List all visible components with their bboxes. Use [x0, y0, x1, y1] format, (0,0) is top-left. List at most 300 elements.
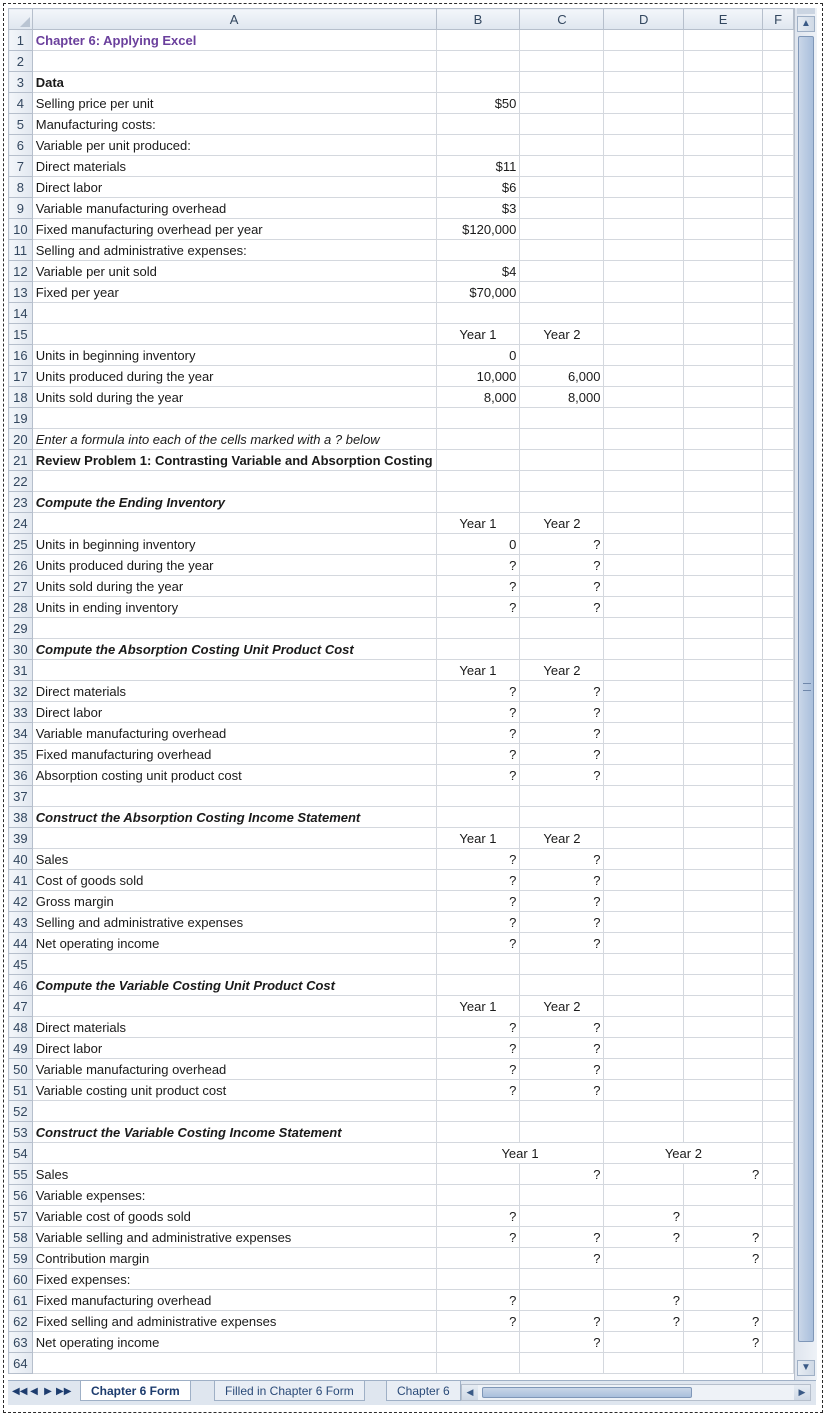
cell-f[interactable] — [763, 828, 794, 849]
cell-d[interactable] — [604, 912, 683, 933]
cell-f[interactable] — [763, 93, 794, 114]
cell-b[interactable]: $4 — [436, 261, 520, 282]
cell-f[interactable] — [763, 555, 794, 576]
row-header[interactable]: 23 — [9, 492, 33, 513]
cell-a[interactable]: Units sold during the year — [32, 387, 436, 408]
cell-b[interactable]: ? — [436, 597, 520, 618]
cell-c[interactable] — [520, 240, 604, 261]
cell-e[interactable] — [683, 114, 762, 135]
cell-d[interactable]: ? — [604, 1311, 683, 1332]
cell-d[interactable] — [604, 408, 683, 429]
cell-c[interactable] — [520, 261, 604, 282]
cell-a[interactable]: Net operating income — [32, 1332, 436, 1353]
cell-a[interactable]: Gross margin — [32, 891, 436, 912]
cell-a[interactable]: Manufacturing costs: — [32, 114, 436, 135]
cell-e[interactable] — [683, 471, 762, 492]
cell-d[interactable]: ? — [604, 1290, 683, 1311]
select-all-button[interactable] — [9, 9, 33, 30]
row-header[interactable]: 50 — [9, 1059, 33, 1080]
cell-a[interactable]: Fixed per year — [32, 282, 436, 303]
cell-d[interactable] — [604, 1269, 683, 1290]
row-header[interactable]: 4 — [9, 93, 33, 114]
row-header[interactable]: 41 — [9, 870, 33, 891]
cell-e[interactable] — [683, 975, 762, 996]
cell-f[interactable] — [763, 1080, 794, 1101]
cell-e[interactable] — [683, 1038, 762, 1059]
cell-d[interactable] — [604, 639, 683, 660]
cell-c[interactable]: Year 2 — [520, 996, 604, 1017]
cell-d[interactable] — [604, 576, 683, 597]
cell-d[interactable] — [604, 114, 683, 135]
cell-e[interactable] — [683, 660, 762, 681]
cell-e[interactable] — [683, 366, 762, 387]
cell-e[interactable] — [683, 618, 762, 639]
cell-f[interactable] — [763, 1143, 794, 1164]
cell-d[interactable] — [604, 156, 683, 177]
cell-e[interactable] — [683, 912, 762, 933]
cell-d[interactable] — [604, 492, 683, 513]
cell-b[interactable] — [436, 1269, 520, 1290]
row-header[interactable]: 33 — [9, 702, 33, 723]
row-header[interactable]: 13 — [9, 282, 33, 303]
cell-f[interactable] — [763, 534, 794, 555]
cell-f[interactable] — [763, 1353, 794, 1374]
cell-e[interactable] — [683, 597, 762, 618]
cell-e[interactable] — [683, 1101, 762, 1122]
cell-d[interactable] — [604, 219, 683, 240]
cell-c[interactable]: ? — [520, 1248, 604, 1269]
cell-b[interactable]: $120,000 — [436, 219, 520, 240]
tab-filled-in-chapter-6-form[interactable]: Filled in Chapter 6 Form — [214, 1381, 365, 1401]
cell-b[interactable]: ? — [436, 912, 520, 933]
row-header[interactable]: 24 — [9, 513, 33, 534]
cell-d[interactable] — [604, 1017, 683, 1038]
cell-e[interactable] — [683, 51, 762, 72]
cell-a[interactable]: Enter a formula into each of the cells marked with a ? below — [32, 429, 436, 450]
cell-d[interactable] — [604, 1332, 683, 1353]
cell-d[interactable] — [604, 93, 683, 114]
cell-b[interactable]: $70,000 — [436, 282, 520, 303]
cell-f[interactable] — [763, 177, 794, 198]
cell-d[interactable] — [604, 975, 683, 996]
cell-e[interactable] — [683, 639, 762, 660]
next-sheet-icon[interactable]: ▶ — [44, 1386, 52, 1397]
cell-b[interactable]: ? — [436, 870, 520, 891]
cell-e[interactable] — [683, 324, 762, 345]
row-header[interactable]: 25 — [9, 534, 33, 555]
cell-d[interactable] — [604, 1185, 683, 1206]
cell-f[interactable] — [763, 324, 794, 345]
cell-a[interactable]: Units sold during the year — [32, 576, 436, 597]
cell-b[interactable]: ? — [436, 1059, 520, 1080]
cell-c[interactable]: ? — [520, 1059, 604, 1080]
cell-e[interactable] — [683, 891, 762, 912]
cell-c[interactable]: ? — [520, 765, 604, 786]
cell-f[interactable] — [763, 891, 794, 912]
cell-d[interactable] — [604, 807, 683, 828]
cell-d[interactable] — [604, 198, 683, 219]
column-header-a[interactable]: A — [32, 9, 436, 30]
cell-c[interactable]: Year 2 — [520, 660, 604, 681]
cell-b[interactable]: ? — [436, 1038, 520, 1059]
cell-a[interactable]: Selling and administrative expenses: — [32, 240, 436, 261]
vertical-scrollbar[interactable] — [794, 8, 817, 1380]
cell-b[interactable] — [436, 618, 520, 639]
cell-a[interactable]: Direct materials — [32, 156, 436, 177]
cell-e[interactable] — [683, 1017, 762, 1038]
cell-f[interactable] — [763, 450, 794, 471]
cell-d[interactable] — [604, 870, 683, 891]
cell-f[interactable] — [763, 723, 794, 744]
cell-a[interactable]: Compute the Variable Costing Unit Product Cost — [32, 975, 436, 996]
cell-a[interactable]: Direct materials — [32, 681, 436, 702]
cell-d[interactable]: ? — [604, 1206, 683, 1227]
cell-f[interactable] — [763, 996, 794, 1017]
cell-f[interactable] — [763, 954, 794, 975]
row-header[interactable]: 46 — [9, 975, 33, 996]
cell-a[interactable]: Chapter 6: Applying Excel — [32, 30, 436, 51]
cell-a[interactable]: Contribution margin — [32, 1248, 436, 1269]
cell-a[interactable]: Data — [32, 72, 436, 93]
cell-e[interactable] — [683, 555, 762, 576]
cell-e[interactable] — [683, 1185, 762, 1206]
cell-f[interactable] — [763, 282, 794, 303]
cell-c[interactable] — [520, 975, 604, 996]
cell-d[interactable] — [604, 786, 683, 807]
cell-a[interactable]: Fixed manufacturing overhead — [32, 1290, 436, 1311]
cell-c[interactable]: ? — [520, 912, 604, 933]
cell-c[interactable] — [520, 93, 604, 114]
cell-c[interactable] — [520, 1185, 604, 1206]
row-header[interactable]: 29 — [9, 618, 33, 639]
cell-e[interactable] — [683, 198, 762, 219]
cell-d[interactable] — [604, 135, 683, 156]
cell-e[interactable] — [683, 387, 762, 408]
cell-a[interactable]: Units in ending inventory — [32, 597, 436, 618]
cell-c[interactable]: ? — [520, 1164, 604, 1185]
row-header[interactable]: 30 — [9, 639, 33, 660]
cell-a[interactable]: Compute the Ending Inventory — [32, 492, 436, 513]
cell-f[interactable] — [763, 429, 794, 450]
cell-d[interactable] — [604, 303, 683, 324]
row-header[interactable]: 19 — [9, 408, 33, 429]
cell-f[interactable] — [763, 807, 794, 828]
cell-c[interactable] — [520, 135, 604, 156]
cell-b[interactable] — [436, 408, 520, 429]
cell-a[interactable]: Variable per unit sold — [32, 261, 436, 282]
cell-e[interactable]: ? — [683, 1248, 762, 1269]
cell-a[interactable]: Compute the Absorption Costing Unit Product Cost — [32, 639, 436, 660]
row-header[interactable]: 27 — [9, 576, 33, 597]
cell-f[interactable] — [763, 408, 794, 429]
row-header[interactable]: 5 — [9, 114, 33, 135]
cell-f[interactable] — [763, 114, 794, 135]
column-header-d[interactable]: D — [604, 9, 683, 30]
cell-f[interactable] — [763, 1206, 794, 1227]
cell-f[interactable] — [763, 219, 794, 240]
cell-d[interactable] — [604, 177, 683, 198]
tab-chapter-6[interactable]: Chapter 6 — [386, 1381, 461, 1401]
cell-e[interactable] — [683, 282, 762, 303]
cell-d[interactable] — [604, 261, 683, 282]
row-header[interactable]: 6 — [9, 135, 33, 156]
cell-e[interactable] — [683, 576, 762, 597]
cell-b[interactable]: ? — [436, 702, 520, 723]
prev-sheet-icon[interactable]: ◀ — [30, 1386, 38, 1397]
row-header[interactable]: 7 — [9, 156, 33, 177]
row-header[interactable]: 39 — [9, 828, 33, 849]
cell-f[interactable] — [763, 1017, 794, 1038]
cell-b[interactable] — [436, 1332, 520, 1353]
tab-chapter-6-form[interactable]: Chapter 6 Form — [80, 1381, 191, 1401]
cell-a[interactable]: Sales — [32, 849, 436, 870]
row-header[interactable]: 59 — [9, 1248, 33, 1269]
row-header[interactable]: 12 — [9, 261, 33, 282]
cell-f[interactable] — [763, 597, 794, 618]
cell-f[interactable] — [763, 387, 794, 408]
cell-e[interactable] — [683, 1080, 762, 1101]
cell-c[interactable]: ? — [520, 534, 604, 555]
worksheet-grid[interactable] — [8, 8, 794, 1380]
cell-a[interactable] — [32, 408, 436, 429]
scroll-down-icon[interactable]: ▼ — [797, 1360, 815, 1376]
row-header[interactable]: 16 — [9, 345, 33, 366]
cell-c[interactable]: ? — [520, 1227, 604, 1248]
cell-f[interactable] — [763, 1311, 794, 1332]
cell-a[interactable]: Direct materials — [32, 1017, 436, 1038]
cell-f[interactable] — [763, 975, 794, 996]
cell-b[interactable] — [436, 450, 520, 471]
cell-d[interactable] — [604, 513, 683, 534]
cell-c[interactable]: ? — [520, 1332, 604, 1353]
cell-c[interactable]: ? — [520, 597, 604, 618]
cell-d[interactable] — [604, 891, 683, 912]
cell-b[interactable] — [436, 975, 520, 996]
cell-d[interactable] — [604, 933, 683, 954]
cell-d[interactable] — [604, 345, 683, 366]
cell-d[interactable] — [604, 471, 683, 492]
cell-b[interactable]: ? — [436, 1311, 520, 1332]
cell-e[interactable] — [683, 30, 762, 51]
cell-c[interactable]: ? — [520, 576, 604, 597]
cell-f[interactable] — [763, 1269, 794, 1290]
cell-c[interactable] — [520, 807, 604, 828]
cell-c[interactable] — [520, 282, 604, 303]
row-header[interactable]: 54 — [9, 1143, 33, 1164]
cell-a[interactable]: Sales — [32, 1164, 436, 1185]
cell-a[interactable] — [32, 303, 436, 324]
cell-a[interactable] — [32, 1353, 436, 1374]
cell-f[interactable] — [763, 72, 794, 93]
cell-b[interactable]: ? — [436, 765, 520, 786]
row-header[interactable]: 35 — [9, 744, 33, 765]
row-header[interactable]: 3 — [9, 72, 33, 93]
horizontal-scrollbar[interactable] — [461, 1384, 811, 1401]
cell-b[interactable] — [436, 72, 520, 93]
cell-c[interactable] — [520, 492, 604, 513]
cell-f[interactable] — [763, 1332, 794, 1353]
row-header[interactable]: 38 — [9, 807, 33, 828]
cell-d[interactable] — [604, 324, 683, 345]
cell-d[interactable] — [604, 1059, 683, 1080]
cell-d[interactable] — [604, 72, 683, 93]
cell-d[interactable] — [604, 1164, 683, 1185]
row-header[interactable]: 64 — [9, 1353, 33, 1374]
cell-de[interactable]: Year 2 — [604, 1143, 763, 1164]
row-header[interactable]: 62 — [9, 1311, 33, 1332]
cell-f[interactable] — [763, 786, 794, 807]
cell-b[interactable]: 8,000 — [436, 387, 520, 408]
cell-c[interactable] — [520, 639, 604, 660]
cell-c[interactable] — [520, 114, 604, 135]
row-header[interactable]: 42 — [9, 891, 33, 912]
cell-e[interactable] — [683, 828, 762, 849]
cell-d[interactable] — [604, 954, 683, 975]
cell-c[interactable] — [520, 1269, 604, 1290]
cell-f[interactable] — [763, 870, 794, 891]
cell-a[interactable]: Variable cost of goods sold — [32, 1206, 436, 1227]
cell-a[interactable] — [32, 513, 436, 534]
cell-b[interactable] — [436, 807, 520, 828]
row-header[interactable]: 14 — [9, 303, 33, 324]
cell-e[interactable] — [683, 996, 762, 1017]
cell-f[interactable] — [763, 1059, 794, 1080]
cell-f[interactable] — [763, 618, 794, 639]
cell-e[interactable] — [683, 303, 762, 324]
cell-c[interactable]: ? — [520, 1311, 604, 1332]
cell-a[interactable]: Variable expenses: — [32, 1185, 436, 1206]
cell-d[interactable] — [604, 996, 683, 1017]
cell-c[interactable] — [520, 471, 604, 492]
row-header[interactable]: 37 — [9, 786, 33, 807]
cell-a[interactable] — [32, 618, 436, 639]
cell-e[interactable] — [683, 219, 762, 240]
cell-a[interactable] — [32, 324, 436, 345]
cell-f[interactable] — [763, 933, 794, 954]
cell-e[interactable] — [683, 156, 762, 177]
cell-f[interactable] — [763, 1290, 794, 1311]
scroll-up-icon[interactable]: ▲ — [797, 16, 815, 32]
cell-e[interactable] — [683, 723, 762, 744]
cell-e[interactable] — [683, 1353, 762, 1374]
cell-c[interactable]: Year 2 — [520, 828, 604, 849]
cell-e[interactable] — [683, 492, 762, 513]
cell-a[interactable]: Absorption costing unit product cost — [32, 765, 436, 786]
cell-a[interactable] — [32, 1143, 436, 1164]
cell-b[interactable]: ? — [436, 555, 520, 576]
cell-f[interactable] — [763, 471, 794, 492]
row-header[interactable]: 40 — [9, 849, 33, 870]
cell-d[interactable] — [604, 1101, 683, 1122]
scroll-right-icon[interactable]: ▶ — [794, 1385, 810, 1400]
cell-a[interactable]: Units in beginning inventory — [32, 345, 436, 366]
cell-e[interactable] — [683, 1269, 762, 1290]
cell-e[interactable] — [683, 933, 762, 954]
cell-b[interactable]: Year 1 — [436, 828, 520, 849]
cell-c[interactable] — [520, 30, 604, 51]
cell-a[interactable]: Direct labor — [32, 702, 436, 723]
cell-a[interactable]: Fixed manufacturing overhead per year — [32, 219, 436, 240]
row-header[interactable]: 15 — [9, 324, 33, 345]
cell-f[interactable] — [763, 240, 794, 261]
cell-c[interactable]: ? — [520, 870, 604, 891]
cell-e[interactable] — [683, 177, 762, 198]
cell-c[interactable] — [520, 618, 604, 639]
cell-c[interactable] — [520, 72, 604, 93]
cell-a[interactable] — [32, 51, 436, 72]
cell-a[interactable]: Units produced during the year — [32, 366, 436, 387]
cell-c[interactable] — [520, 408, 604, 429]
cell-f[interactable] — [763, 156, 794, 177]
row-header[interactable]: 48 — [9, 1017, 33, 1038]
cell-c[interactable]: Year 2 — [520, 324, 604, 345]
cell-e[interactable] — [683, 1122, 762, 1143]
cell-f[interactable] — [763, 198, 794, 219]
cell-a[interactable]: Net operating income — [32, 933, 436, 954]
cell-b[interactable]: Year 1 — [436, 660, 520, 681]
cell-f[interactable] — [763, 702, 794, 723]
cell-a[interactable] — [32, 828, 436, 849]
cell-a[interactable]: Variable per unit produced: — [32, 135, 436, 156]
cell-c[interactable] — [520, 303, 604, 324]
cell-e[interactable] — [683, 93, 762, 114]
cell-c[interactable]: ? — [520, 555, 604, 576]
cell-b[interactable] — [436, 1164, 520, 1185]
cell-c[interactable]: ? — [520, 1080, 604, 1101]
cell-f[interactable] — [763, 1164, 794, 1185]
row-header[interactable]: 51 — [9, 1080, 33, 1101]
cell-f[interactable] — [763, 660, 794, 681]
cell-b[interactable] — [436, 471, 520, 492]
cell-a[interactable]: Selling and administrative expenses — [32, 912, 436, 933]
cell-b[interactable] — [436, 429, 520, 450]
cell-e[interactable] — [683, 408, 762, 429]
cell-b[interactable] — [436, 30, 520, 51]
cell-b[interactable]: 10,000 — [436, 366, 520, 387]
cell-a[interactable]: Fixed selling and administrative expenses — [32, 1311, 436, 1332]
cell-e[interactable] — [683, 702, 762, 723]
cell-a[interactable]: Cost of goods sold — [32, 870, 436, 891]
cell-c[interactable] — [520, 429, 604, 450]
row-header[interactable]: 58 — [9, 1227, 33, 1248]
cell-a[interactable]: Direct labor — [32, 177, 436, 198]
cell-c[interactable] — [520, 1290, 604, 1311]
cell-b[interactable]: ? — [436, 723, 520, 744]
cell-c[interactable] — [520, 450, 604, 471]
cell-c[interactable]: Year 2 — [520, 513, 604, 534]
cell-b[interactable]: 0 — [436, 534, 520, 555]
cell-a[interactable]: Selling price per unit — [32, 93, 436, 114]
cell-c[interactable]: ? — [520, 849, 604, 870]
cell-c[interactable]: ? — [520, 744, 604, 765]
cell-b[interactable] — [436, 114, 520, 135]
cell-f[interactable] — [763, 135, 794, 156]
cell-f[interactable] — [763, 492, 794, 513]
vertical-scroll-thumb[interactable] — [798, 36, 814, 1342]
row-header[interactable]: 34 — [9, 723, 33, 744]
cell-d[interactable] — [604, 366, 683, 387]
cell-c[interactable] — [520, 177, 604, 198]
cell-f[interactable] — [763, 1122, 794, 1143]
cell-c[interactable] — [520, 198, 604, 219]
row-header[interactable]: 2 — [9, 51, 33, 72]
cell-f[interactable] — [763, 744, 794, 765]
column-header-f[interactable]: F — [763, 9, 794, 30]
cell-c[interactable] — [520, 1206, 604, 1227]
cell-e[interactable] — [683, 450, 762, 471]
cell-f[interactable] — [763, 303, 794, 324]
cell-d[interactable] — [604, 1353, 683, 1374]
